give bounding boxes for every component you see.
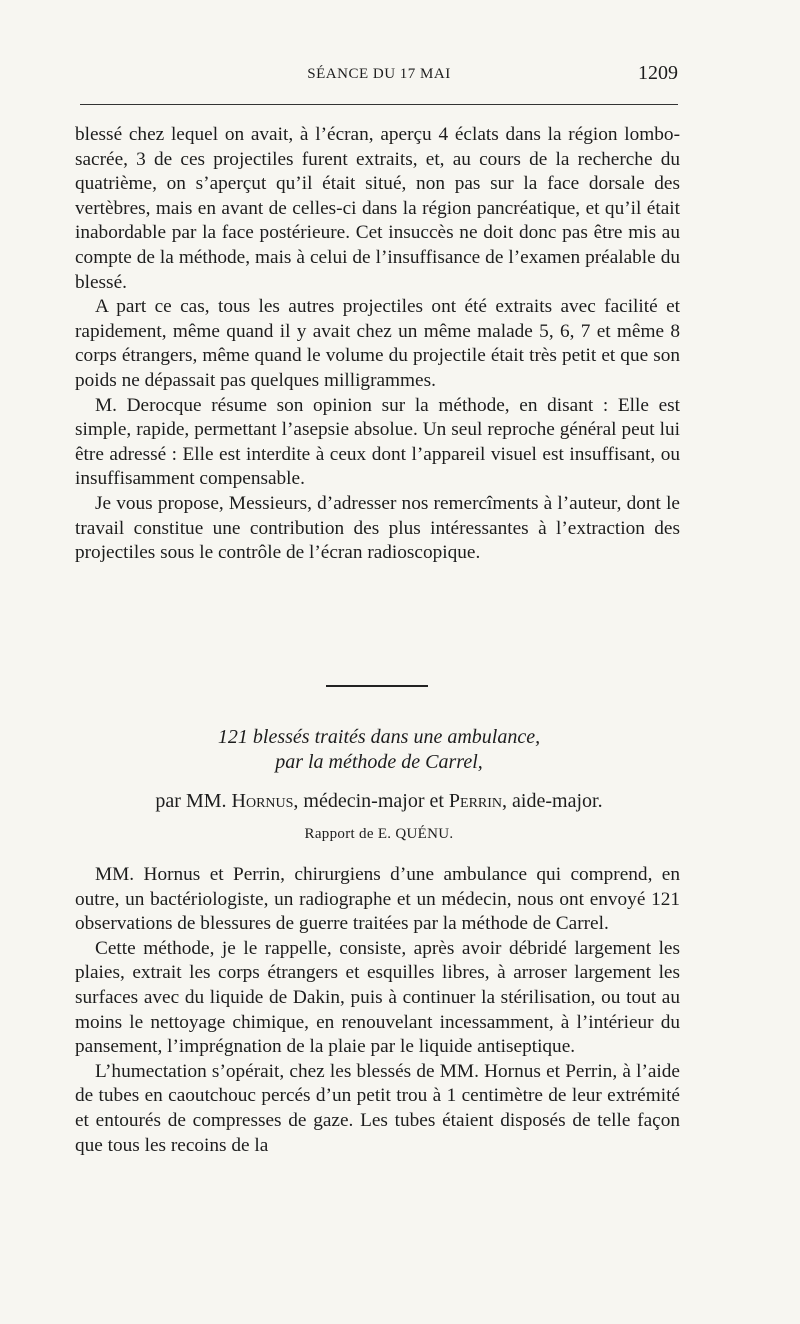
article-authors — [80, 789, 678, 814]
author-perrin-role: , aide-major. — [502, 790, 603, 812]
article-heading — [80, 725, 678, 843]
report-byline: Rapport de E. QUÉNU. — [304, 826, 454, 842]
paragraph: L’humectation s’opérait, chez les blessés de MM. Hornus et Perrin, à l’aide de tubes en caoutchouc percés d’un petit trou à 1 centimètre de leur extrémité et entourés de compresses de gaze. Les tubes étaient disposés de telle façon que tous les recoins de la — [75, 1060, 680, 1156]
paragraph: Je vous propose, Messieurs, d’adresser nos remercîments à l’auteur, dont le travail constitue une contribution des plus intéressantes à l’extraction des projectiles sous le contrôle de l’écran radioscopique. — [75, 492, 680, 564]
author-hornus: Hornus — [231, 790, 294, 812]
header-rule — [80, 104, 678, 105]
paragraph: M. Derocque résume son opinion sur la méthode, en disant : Elle est simple, rapide, permettant l’asepsie absolue. Un seul reproche général peut lui être adressé : Elle est interdite à ceux dont l’appareil visuel est insuffisant, ou insuffisamment compensable. — [75, 394, 680, 490]
authors-prefix: par MM. — [155, 790, 232, 812]
page-number: 1209 — [638, 62, 678, 84]
body-text-top — [75, 123, 680, 566]
body-text-bottom — [75, 863, 680, 1158]
paragraph: Cette méthode, je le rappelle, consiste, après avoir débridé largement les plaies, extrait les corps étrangers et esquilles libres, à arroser largement les surfaces avec du liquide de Dakin, puis à continuer la stérilisation, ou tout au moins le nettoyage chimique, en renouvelant incessamment, à l’intérieur du pansement, l’imprégnation de la plaie par le liquide antiseptique. — [75, 937, 680, 1058]
article-title-line-2: par la méthode de Carrel, — [275, 751, 483, 773]
paragraph: A part ce cas, tous les autres projectiles ont été extraits avec facilité et rapidement, même quand il y avait chez un même malade 5, 6, 7 et même 8 corps étrangers, même quand le volume du projectile était très petit et que son poids ne dépassait pas quelques milligrammes. — [75, 296, 680, 391]
paragraph: blessé chez lequel on avait, à l’écran, aperçu 4 éclats dans la région lombo-sacrée, 3 de ces projectiles furent extraits, et, au cours de la recherche du quatrième, on s’aperçut qu’il était situé, non pas sur la face dorsale des vertèbres, mais en avant de celles-ci dans la région pancréatique, et qu’il était inabordable par la face postérieure. Cet insuccès ne doit donc pas être mis au compte de la méthode, mais à celui de l’insuffisance de l’examen préalable du blessé. — [75, 124, 680, 293]
page-header — [80, 62, 678, 90]
author-hornus-role: , médecin-major et — [293, 790, 449, 812]
article-title-line-1: 121 blessés traités dans une ambulance, — [217, 726, 541, 748]
author-perrin: Perrin — [448, 790, 503, 812]
section-separator — [326, 685, 428, 687]
paragraph: MM. Hornus et Perrin, chirurgiens d’une ambulance qui comprend, en outre, un bactériologiste, un radiographe et un médecin, nous ont envoyé 121 observations de blessures de guerre traitées par la méthode de Carrel. — [75, 864, 680, 935]
running-head: SÉANCE DU 17 MAI — [307, 66, 451, 82]
